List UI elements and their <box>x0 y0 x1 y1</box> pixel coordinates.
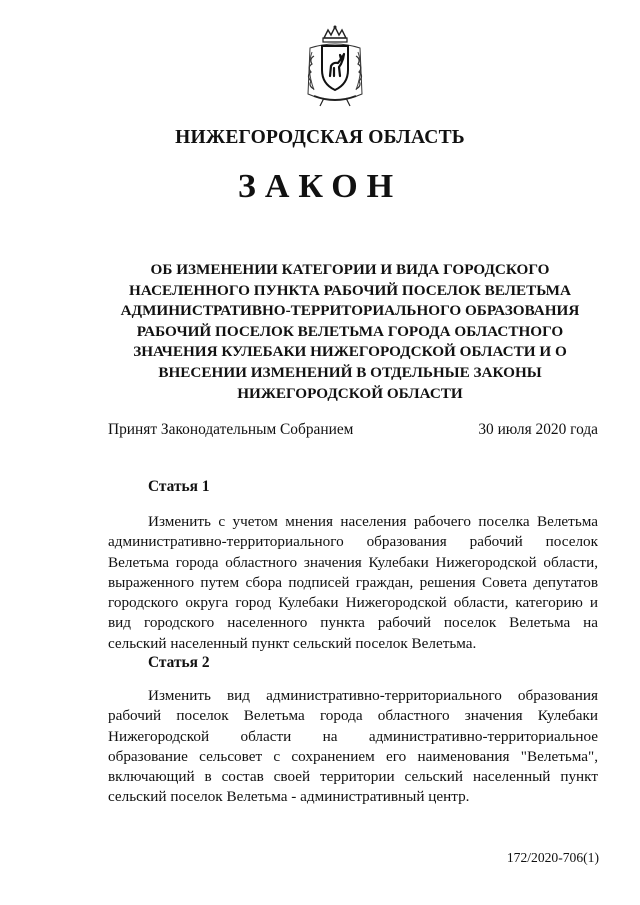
document-number: 172/2020-706(1) <box>506 850 599 865</box>
document-type-title: ЗАКОН <box>237 168 403 205</box>
region-name: НИЖЕГОРОДСКАЯ ОБЛАСТЬ <box>175 127 465 148</box>
heading-line: АДМИНИСТРАТИВНО-ТЕРРИТОРИАЛЬНОГО ОБРАЗОВАНИЯ <box>120 302 580 320</box>
text-line: выраженного путем сбора подписей граждан, решения Совета депутатов <box>108 573 598 591</box>
law-heading <box>100 260 600 404</box>
coat-of-arms-icon <box>300 24 370 108</box>
heading-line: ЗНАЧЕНИЯ КУЛЕБАКИ НИЖЕГОРОДСКОЙ ОБЛАСТИ И О <box>133 343 567 361</box>
text-line: городского округа город Кулебаки Нижегородской области, категорию и <box>108 594 598 612</box>
text-line: вид городского населенного пункта рабочий поселок Велетьма на <box>108 614 598 632</box>
text-line: сельский поселок Велетьма - административный центр. <box>108 788 470 806</box>
text-line: Нижегородской области на административно-территориальное <box>108 727 598 745</box>
article-1-title: Статья 1 <box>148 478 210 495</box>
heading-line: НАСЕЛЕННОГО ПУНКТА РАБОЧИЙ ПОСЕЛОК ВЕЛЕТЬМА <box>129 281 571 299</box>
article-2-title: Статья 2 <box>148 654 210 671</box>
heading-line: ВНЕСЕНИИ ИЗМЕНЕНИЙ В ОТДЕЛЬНЫЕ ЗАКОНЫ <box>158 363 542 381</box>
text-line: Изменить вид административно-территориального образования <box>148 687 598 704</box>
text-line: рабочий поселок Велетьма города областного значения Кулебаки <box>108 707 598 725</box>
text-line: Изменить с учетом мнения населения рабочего поселка Велетьма <box>148 513 598 530</box>
text-line: образование сельсовет с сохранением его наименования "Велетьма", <box>108 747 598 765</box>
article-2-text <box>108 686 598 808</box>
article-1-text <box>108 512 598 654</box>
text-line: включающий в состав своей территории сельский населенный пункт <box>108 768 598 786</box>
text-line: административно-территориального образования рабочий поселок <box>108 533 598 551</box>
adoption-line <box>108 421 598 439</box>
heading-line: РАБОЧИЙ ПОСЕЛОК ВЕЛЕТЬМА ГОРОДА ОБЛАСТНОГО <box>136 322 564 340</box>
heading-line: ОБ ИЗМЕНЕНИИ КАТЕГОРИИ И ВИДА ГОРОДСКОГО <box>150 261 550 278</box>
adoption-body: Принят Законодательным Собранием <box>108 421 354 438</box>
text-line: сельский населенный пункт сельский поселок Велетьма. <box>108 634 477 652</box>
heading-line: НИЖЕГОРОДСКОЙ ОБЛАСТИ <box>237 384 463 402</box>
text-line: Велетьма города областного значения Кулебаки Нижегородской области, <box>108 553 598 571</box>
adoption-date: 30 июля 2020 года <box>478 421 598 438</box>
